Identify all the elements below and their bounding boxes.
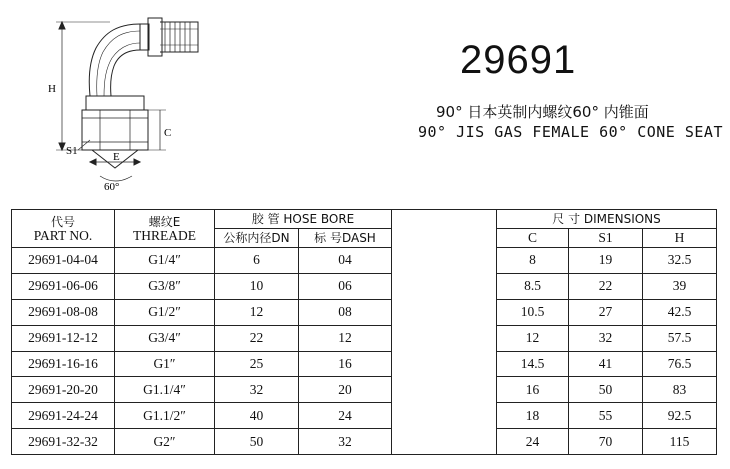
cell-thread: G1/4″ (115, 248, 215, 274)
description-english: 90° JIS GAS FEMALE 60° CONE SEAT (418, 123, 723, 141)
cell-s1: 70 (569, 429, 643, 455)
header-c: C (497, 229, 569, 248)
cell-s1: 55 (569, 403, 643, 429)
table-row (12, 325, 717, 351)
cell-thread: G1.1/2″ (115, 403, 215, 429)
cell-c: 8 (497, 248, 569, 274)
cell-dash: 08 (299, 299, 392, 325)
header-dimensions: 尺 寸 DIMENSIONS (497, 210, 717, 229)
table-row (12, 248, 717, 274)
cell-part: 29691-08-08 (12, 299, 115, 325)
header-dn: 公称内径DN (215, 229, 299, 248)
cell-s1: 27 (569, 299, 643, 325)
cell-c: 14.5 (497, 351, 569, 377)
header-hose-bore: 胶 管 HOSE BORE (215, 210, 392, 229)
header-row-1 (12, 210, 717, 229)
cell-part: 29691-20-20 (12, 377, 115, 403)
cell-dn: 50 (215, 429, 299, 455)
cell-h: 57.5 (643, 325, 717, 351)
table-row (12, 351, 717, 377)
cell-c: 24 (497, 429, 569, 455)
table-row (12, 299, 717, 325)
dim-h-label: H (48, 83, 56, 95)
cell-dn: 10 (215, 273, 299, 299)
cell-s1: 32 (569, 325, 643, 351)
cell-h: 115 (643, 429, 717, 455)
cell-dn: 12 (215, 299, 299, 325)
cell-h: 32.5 (643, 248, 717, 274)
table-row (12, 377, 717, 403)
cell-c: 8.5 (497, 273, 569, 299)
header-part-no-cn: 代号 (50, 214, 75, 229)
cell-dash: 16 (299, 351, 392, 377)
cell-c: 12 (497, 325, 569, 351)
spec-table (11, 209, 717, 455)
table-row (12, 273, 717, 299)
header-thread-en: THREADE (133, 227, 196, 243)
cell-thread: G3/8″ (115, 273, 215, 299)
table-row (12, 403, 717, 429)
dim-angle-label: 60° (104, 181, 120, 193)
cell-thread: G3/4″ (115, 325, 215, 351)
cell-c: 16 (497, 377, 569, 403)
table-spacer (392, 210, 497, 455)
header-s1: S1 (569, 229, 643, 248)
cell-c: 18 (497, 403, 569, 429)
cell-s1: 19 (569, 248, 643, 274)
cell-s1: 50 (569, 377, 643, 403)
header-part-no (12, 210, 115, 248)
dim-s1-label: S1 (66, 145, 78, 157)
header-thread-cn: 螺纹E (148, 214, 181, 229)
cell-part: 29691-06-06 (12, 273, 115, 299)
description-chinese: 90° 日本英制内螺纹60° 内锥面 (436, 103, 649, 121)
cell-part: 29691-16-16 (12, 351, 115, 377)
cell-part: 29691-24-24 (12, 403, 115, 429)
header-dash: 标 号DASH (299, 229, 392, 248)
cell-s1: 41 (569, 351, 643, 377)
cell-h: 42.5 (643, 299, 717, 325)
cell-part: 29691-04-04 (12, 248, 115, 274)
fitting-drawing (0, 0, 215, 200)
cell-dash: 24 (299, 403, 392, 429)
table-row (12, 429, 717, 455)
header-h: H (643, 229, 717, 248)
cell-dn: 25 (215, 351, 299, 377)
cell-thread: G1.1/4″ (115, 377, 215, 403)
header-thread (115, 210, 215, 248)
cell-part: 29691-12-12 (12, 325, 115, 351)
cell-h: 92.5 (643, 403, 717, 429)
cell-dn: 6 (215, 248, 299, 274)
cell-h: 83 (643, 377, 717, 403)
dim-c-label: C (164, 127, 172, 139)
cell-dash: 32 (299, 429, 392, 455)
cell-thread: G2″ (115, 429, 215, 455)
cell-dash: 12 (299, 325, 392, 351)
cell-dash: 20 (299, 377, 392, 403)
cell-dn: 22 (215, 325, 299, 351)
cell-h: 39 (643, 273, 717, 299)
dim-e-label: E (113, 151, 120, 163)
cell-thread: G1″ (115, 351, 215, 377)
cell-thread: G1/2″ (115, 299, 215, 325)
cell-part: 29691-32-32 (12, 429, 115, 455)
cell-h: 76.5 (643, 351, 717, 377)
cell-c: 10.5 (497, 299, 569, 325)
part-number-title: 29691 (460, 38, 577, 82)
header-part-no-en: PART NO. (33, 227, 93, 243)
cell-dash: 06 (299, 273, 392, 299)
cell-s1: 22 (569, 273, 643, 299)
cell-dn: 40 (215, 403, 299, 429)
cell-dn: 32 (215, 377, 299, 403)
cell-dash: 04 (299, 248, 392, 274)
